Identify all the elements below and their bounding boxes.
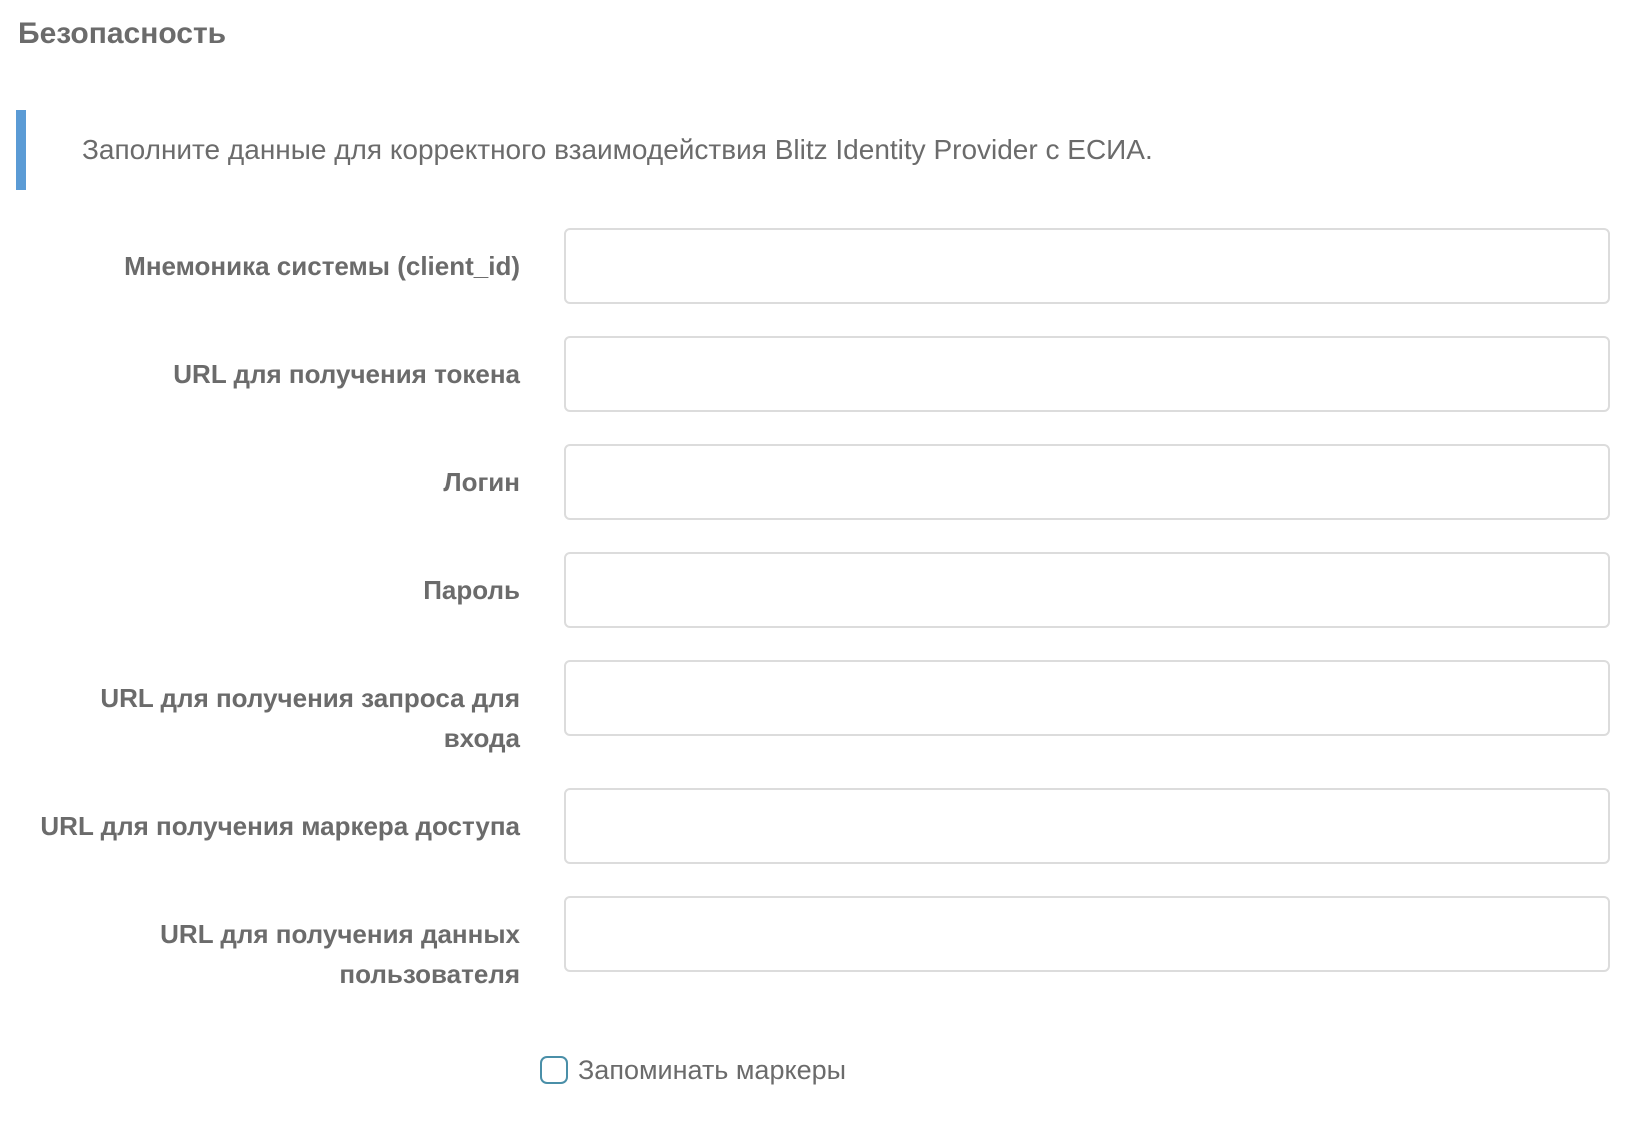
section-title: Безопасность	[18, 17, 227, 50]
access-token-url-label: URL для получения маркера доступа	[40, 811, 520, 841]
password-input[interactable]	[564, 552, 1610, 628]
login-request-url-input[interactable]	[564, 660, 1610, 736]
client-id-label: Мнемоника системы (client_id)	[124, 251, 520, 281]
info-text: Заполните данные для корректного взаимодействия Blitz Identity Provider с ЕСИА.	[82, 134, 1153, 165]
login-label: Логин	[443, 467, 520, 497]
login-input[interactable]	[564, 444, 1610, 520]
remember-tokens-option[interactable]	[540, 1052, 846, 1088]
user-data-url-label	[20, 914, 520, 994]
remember-tokens-label[interactable]: Запоминать маркеры	[578, 1055, 847, 1085]
login-request-url-label	[20, 678, 520, 758]
password-label: Пароль	[423, 575, 520, 605]
user-data-url-input[interactable]	[564, 896, 1610, 972]
user-data-url-label-line2: пользователя	[339, 959, 520, 989]
info-callout	[16, 110, 1616, 190]
user-data-url-label-line1: URL для получения данных	[160, 919, 520, 949]
login-request-url-label-line2: входа	[443, 723, 520, 753]
access-token-url-input[interactable]	[564, 788, 1610, 864]
client-id-input[interactable]	[564, 228, 1610, 304]
token-url-input[interactable]	[564, 336, 1610, 412]
login-request-url-label-line1: URL для получения запроса для	[100, 683, 520, 713]
token-url-label: URL для получения токена	[173, 359, 520, 389]
remember-tokens-checkbox[interactable]	[540, 1056, 568, 1084]
